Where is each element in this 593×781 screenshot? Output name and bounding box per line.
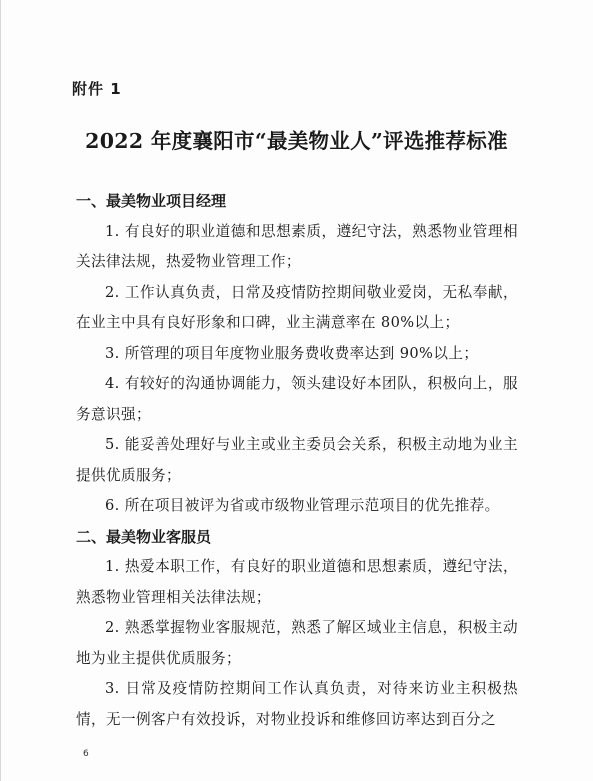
document-title: 2022 年度襄阳市“最美物业人”评选推荐标准 [85,129,508,153]
document-body [76,186,518,735]
section-2-item-2: 2. 熟悉掌握物业客服规范，熟悉了解区域业主信息，积极主动地为业主提供优质服务； [76,619,518,667]
section-1-item-4: 4. 有较好的沟通协调能力，领头建设好本团队，积极向上，服务意识强； [76,375,518,423]
attachment-label: 附件 1 [72,80,122,98]
section-1-item-3: 3. 所管理的项目年度物业服务费收费率达到 90%以上； [105,344,479,362]
section-1-item-1: 1. 有良好的职业道德和思想素质，遵纪守法，熟悉物业管理相关法律法规，热爱物业管理工作； [76,222,518,270]
section-heading: 一、最美物业项目经理 [76,192,227,210]
section-1-item-2: 2. 工作认真负责，日常及疫情防控期间敬业爱岗，无私奉献，在业主中具有良好形象和口碑，业主满意率在 80%以上； [76,283,518,331]
section-1-item-6: 6. 所在项目被评为省或市级物业管理示范项目的优先推荐。 [105,497,500,514]
page-number: 6 [83,749,89,759]
page-edge [0,0,1,781]
section-2-item-3: 3. 日常及疫情防控期间工作认真负责，对待来访业主积极热情，无一例客户有效投诉，对物业投诉和维修回访率达到百分之 [76,680,518,728]
section-heading: 二、最美物业客服员 [76,527,212,546]
section-1-item-5: 5. 能妥善处理好与业主或业主委员会关系，积极主动地为业主提供优质服务； [76,436,518,484]
section-2-item-1: 1. 热爱本职工作，有良好的职业道德和思想素质，遵纪守法，熟悉物业管理相关法律法规； [76,558,518,606]
